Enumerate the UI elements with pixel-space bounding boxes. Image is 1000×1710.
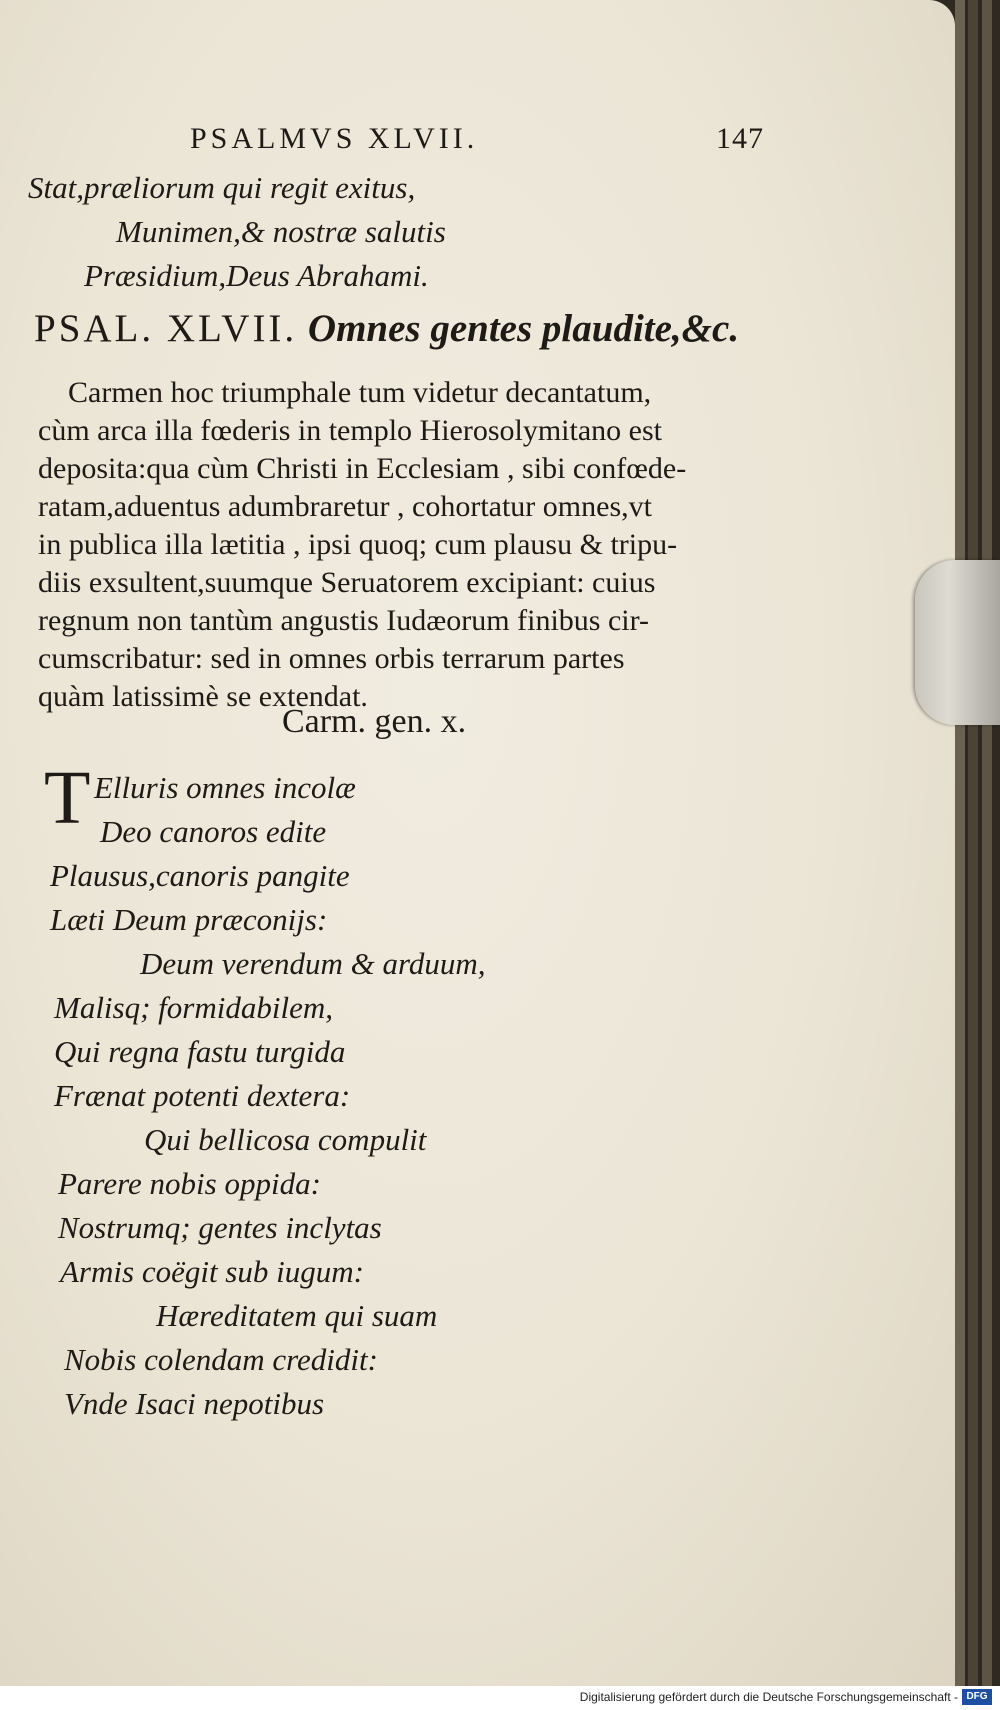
- psalm-heading: [34, 306, 739, 351]
- verse-line: Malisq; formidabilem,: [54, 990, 333, 1025]
- verse-line: Nobis colendam credidit:: [64, 1342, 378, 1377]
- verse-line: Munimen,& nostrӕ salutis: [116, 214, 446, 249]
- page-number: 147: [716, 122, 764, 155]
- verse-line: Nostrumq; gentes inclytas: [58, 1210, 382, 1245]
- funding-note: Digitalisierung gefördert durch die Deutsche Forschungsgemeinschaft -: [579, 1690, 958, 1704]
- prose-line: regnum non tantùm angustis Iudæorum finibus cir-: [38, 604, 649, 637]
- verse-line: Elluris omnes incolӕ: [94, 770, 356, 805]
- verse-line: Vnde Isaci nepotibus: [64, 1386, 325, 1421]
- prose-line: cumscribatur: sed in omnes orbis terrarum partes: [38, 642, 625, 675]
- verse-line: Prӕsidium,Deus Abrahami.: [84, 258, 429, 293]
- prose-line: deposita:qua cùm Christi in Ecclesiam , sibi confœde-: [38, 452, 687, 485]
- verse-line: Qui regna fastu turgida: [54, 1034, 346, 1069]
- verse-line: Lӕti Deum prӕconijs:: [50, 902, 328, 937]
- psalm-number: PSAL. XLVII.: [34, 307, 298, 350]
- running-head: PSALMVS XLVII.: [190, 122, 479, 155]
- verse-line: Deo canoros edite: [100, 814, 327, 849]
- page-edge: [968, 0, 978, 1686]
- dfg-logo: DFG: [962, 1689, 992, 1705]
- prose-line: cùm arca illa fœderis in templo Hierosolymitano est: [38, 414, 662, 447]
- verse-line: Qui bellicosa compulit: [144, 1122, 427, 1157]
- drop-initial: T: [44, 756, 91, 840]
- prose-line: ratam,aduentus adumbraretur , cohortatur omnes,vt: [38, 490, 652, 523]
- meter-label: Carm. gen. x.: [282, 703, 467, 740]
- prose-line: quàm latissimè se extendat.: [38, 680, 368, 713]
- prose-line: diis exsultent,suumque Seruatorem excipiant: cuius: [38, 566, 656, 599]
- page-edge: [955, 0, 965, 1686]
- prose-line: in publica illa lætitia , ipsi quoq; cum plausu & tripu-: [38, 528, 678, 561]
- verse-line: Hӕreditatem qui suam: [156, 1298, 438, 1333]
- verse-line: Deum verendum & arduum,: [140, 946, 486, 981]
- verse-line: Stat,prӕliorum qui regit exitus,: [28, 170, 416, 205]
- verse-line: Frӕnat potenti dextera:: [54, 1078, 351, 1113]
- footer-bar: [0, 1686, 1000, 1710]
- psalm-incipit: Omnes gentes plaudite,&c.: [307, 307, 740, 350]
- verse-line: Parere nobis oppida:: [58, 1166, 321, 1201]
- page-edge: [982, 0, 992, 1686]
- verse-line: Plausus,canoris pangite: [50, 858, 350, 893]
- prose-line: Carmen hoc triumphale tum videtur decantatum,: [68, 376, 652, 409]
- verse-line: Armis coëgit sub iugum:: [60, 1254, 364, 1289]
